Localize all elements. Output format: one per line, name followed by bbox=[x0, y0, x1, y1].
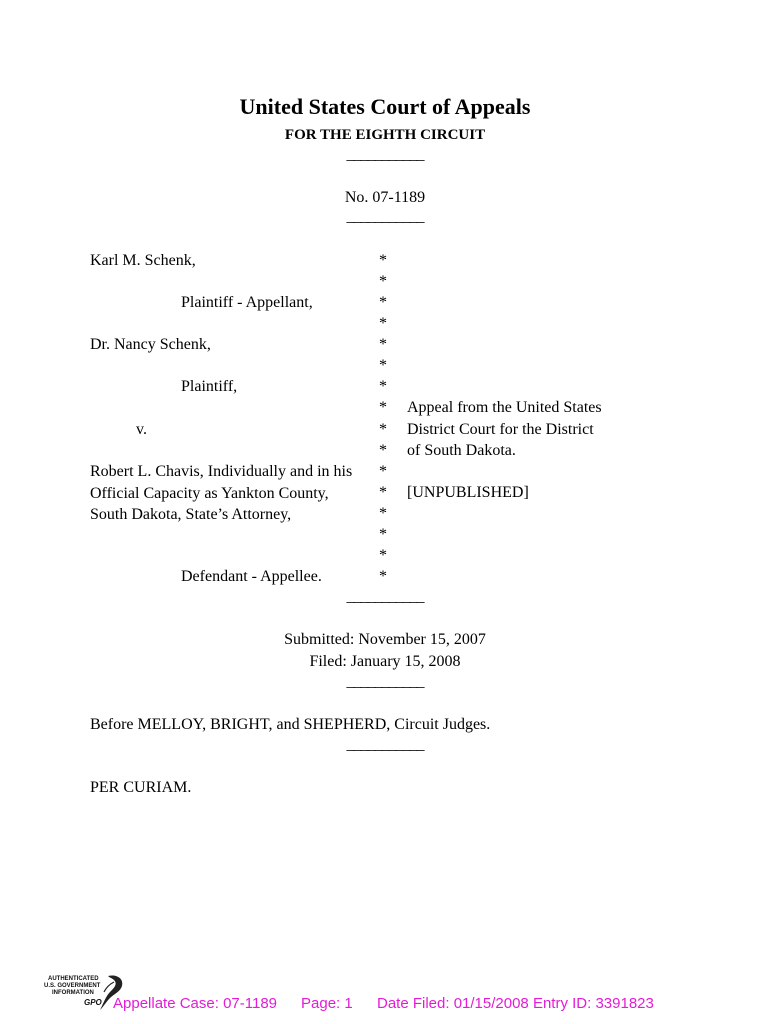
caption-asterisk: * bbox=[379, 547, 387, 564]
caption-asterisk: * bbox=[379, 505, 387, 522]
caption-asterisk: * bbox=[379, 399, 387, 416]
party-nancy-schenk: Dr. Nancy Schenk, bbox=[90, 336, 211, 353]
caption-asterisk: * bbox=[379, 252, 387, 269]
caption-asterisk: * bbox=[379, 484, 387, 501]
caption-asterisk: * bbox=[379, 568, 387, 585]
caption-asterisk: * bbox=[379, 463, 387, 480]
caption-asterisk: * bbox=[379, 378, 387, 395]
footer-case-number: Appellate Case: 07-1189 bbox=[113, 995, 278, 1012]
appeal-from-line-1: Appeal from the United States bbox=[407, 399, 602, 416]
party-role-plaintiff: Plaintiff, bbox=[181, 378, 238, 395]
panel-judges: Before MELLOY, BRIGHT, and SHEPHERD, Circuit Judges. bbox=[90, 716, 491, 733]
per-curiam-heading: PER CURIAM. bbox=[90, 779, 192, 796]
logo-text-line-2: U.S. GOVERNMENT bbox=[44, 983, 101, 989]
caption-asterisk: * bbox=[379, 294, 387, 311]
logo-text-line-1: AUTHENTICATED bbox=[48, 976, 99, 982]
divider-rule: ___________ bbox=[346, 673, 424, 690]
party-role-plaintiff-appellant: Plaintiff - Appellant, bbox=[181, 294, 313, 311]
versus: v. bbox=[136, 421, 147, 438]
caption-asterisk: * bbox=[379, 273, 387, 290]
appeal-from-line-2: District Court for the District bbox=[407, 421, 594, 438]
party-role-defendant-appellee: Defendant - Appellee. bbox=[181, 568, 322, 585]
caption-asterisk: * bbox=[379, 336, 387, 353]
caption-asterisk: * bbox=[379, 357, 387, 374]
circuit-subtitle: FOR THE EIGHTH CIRCUIT bbox=[284, 127, 486, 143]
logo-text-gpo: GPO bbox=[84, 998, 102, 1007]
caption-asterisk: * bbox=[379, 315, 387, 332]
footer-date-entry: Date Filed: 01/15/2008 Entry ID: 3391823 bbox=[377, 995, 654, 1012]
divider-rule: ___________ bbox=[346, 208, 424, 225]
divider-rule: ___________ bbox=[346, 588, 424, 605]
caption-asterisk: * bbox=[379, 421, 387, 438]
party-karl-schenk: Karl M. Schenk, bbox=[90, 252, 196, 269]
filed-date: Filed: January 15, 2008 bbox=[309, 653, 461, 670]
footer-page-number: Page: 1 bbox=[301, 995, 353, 1012]
caption-asterisk: * bbox=[379, 442, 387, 459]
party-defendant-chavis: Robert L. Chavis, Individually and in his Official Capacity as Yankton County, South Dakota, State’s Attorney, bbox=[90, 463, 353, 523]
divider-rule: ___________ bbox=[346, 146, 424, 163]
logo-text-line-3: INFORMATION bbox=[52, 990, 94, 996]
court-title: United States Court of Appeals bbox=[239, 94, 531, 119]
unpublished-label: [UNPUBLISHED] bbox=[407, 484, 529, 501]
divider-rule: ___________ bbox=[346, 736, 424, 753]
appeal-from-line-3: of South Dakota. bbox=[407, 442, 516, 459]
caption-asterisk: * bbox=[379, 526, 387, 543]
submitted-date: Submitted: November 15, 2007 bbox=[284, 631, 486, 648]
case-number: No. 07-1189 bbox=[344, 189, 426, 206]
